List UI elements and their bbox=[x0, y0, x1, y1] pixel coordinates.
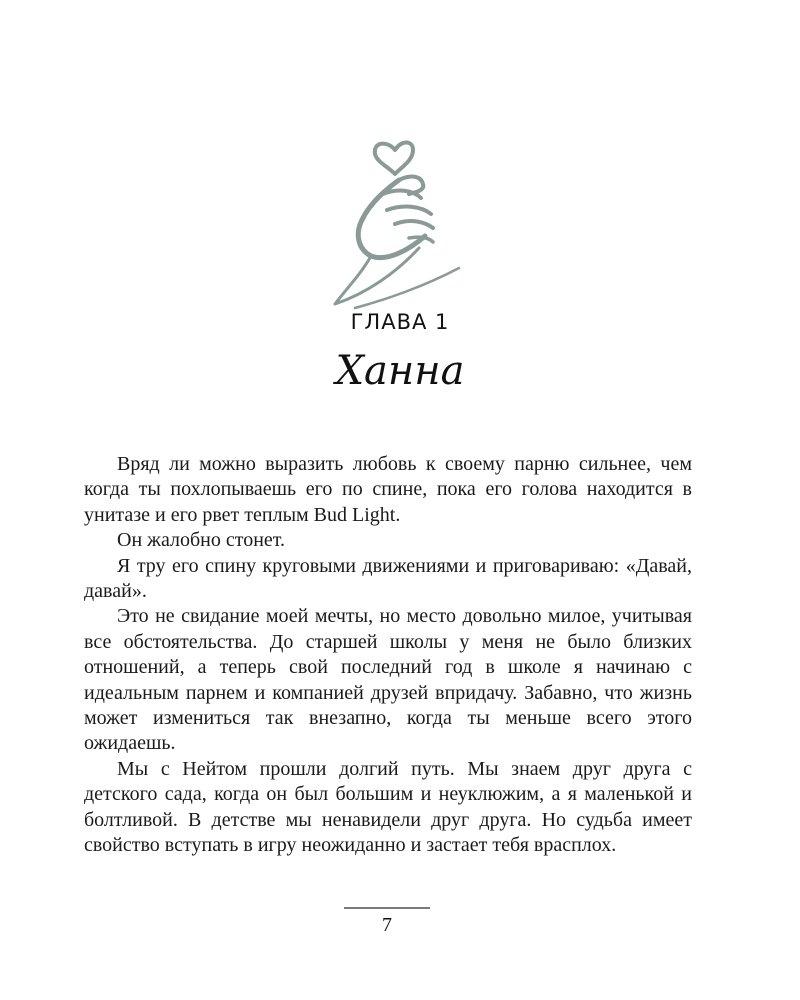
chapter-number: ГЛАВА 1 bbox=[350, 310, 450, 334]
body-text bbox=[84, 452, 692, 859]
paragraph: Он жалобно стонет. bbox=[117, 529, 286, 552]
chapter-title: Ханна bbox=[335, 348, 465, 394]
paragraph: Мы с Нейтом прошли долгий путь. Мы знаем друг друга с детского сада, когда он был большим и неуклюжим, а я маленькой и болтливой. В детстве мы ненавидели друг друга. Но судьба имеет свойство вступать в игру неожиданно и застает тебя врасплох. bbox=[84, 757, 692, 857]
paragraph: Вряд ли можно выразить любовь к своему парню сильнее, чем когда ты похлопываешь его по спине, пока его голова находится в унитазе и его рвет теплым Bud Light. bbox=[84, 453, 692, 526]
heart-hand-icon bbox=[325, 118, 475, 318]
footer-rule bbox=[344, 907, 430, 909]
paragraph: Это не свидание моей мечты, но место довольно милое, учитывая все обстоятельства. До старшей школы у меня не было близких отношений, а теперь свой последний год в школе я начинаю с идеальным парнем и компанией друзей впридачу. Забавно, что жизнь может измениться так внезапно, когда ты меньше всего этого ожидаешь. bbox=[84, 605, 692, 755]
paragraph: Я тру его спину круговыми движениями и приговариваю: «Давай, давай». bbox=[84, 554, 692, 603]
page-number: 7 bbox=[382, 914, 392, 936]
